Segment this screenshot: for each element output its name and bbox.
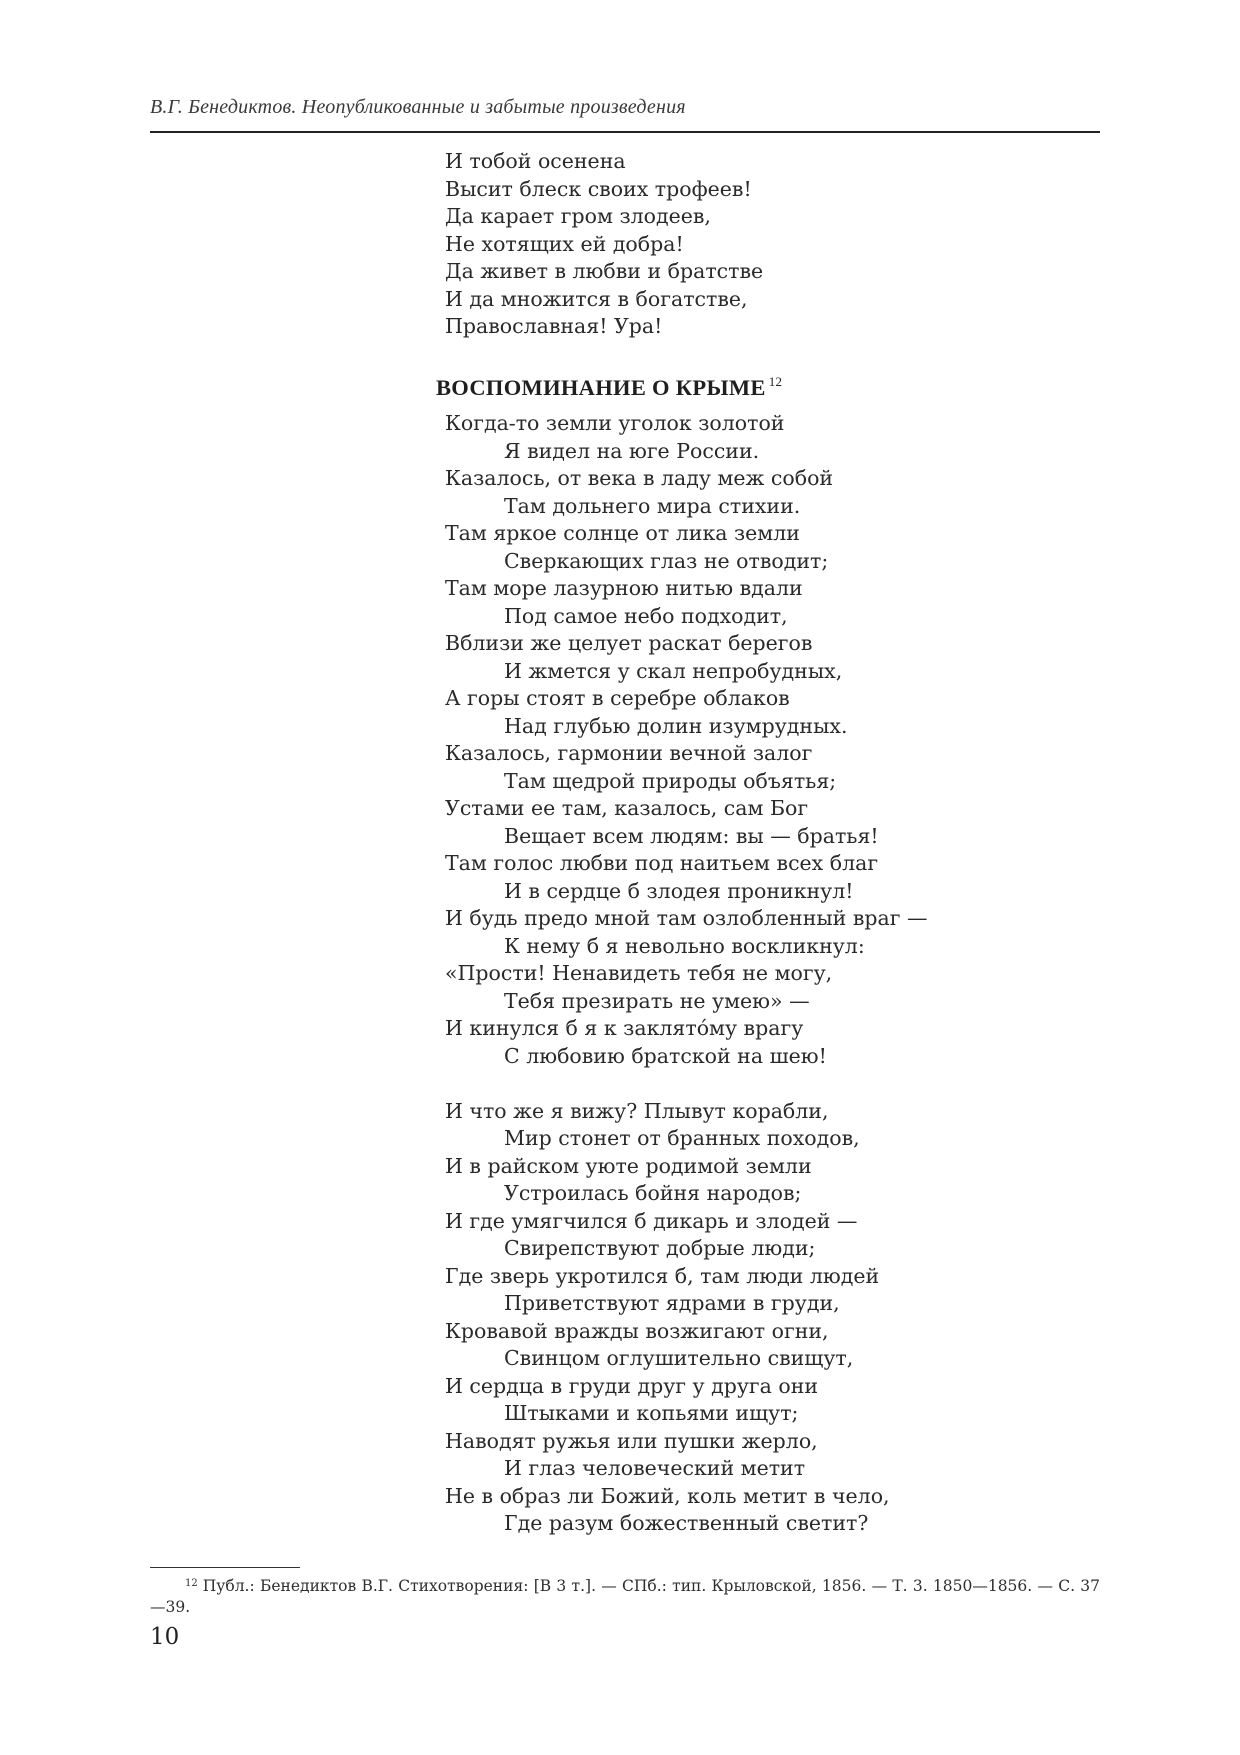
verse-line: Не хотящих ей добра!	[445, 231, 684, 256]
verse-line: Устроилась бойня народов;	[504, 1181, 802, 1205]
verse-line: И где умягчился б дикарь и злодей —	[445, 1208, 858, 1233]
verse-line: Устами ее там, казалось, сам Бог	[445, 796, 809, 820]
verse-line: И жмется у скал непробудных,	[504, 658, 843, 683]
verse-line: Над глубью долин изумрудных.	[504, 713, 848, 738]
verse-line: И что же я вижу? Плывут корабли,	[445, 1098, 829, 1123]
verse-line: А горы стоят в серебре облаков	[445, 686, 790, 710]
verse-line: Где разум божественный светит?	[504, 1511, 869, 1535]
page-number: 10	[150, 1624, 180, 1650]
verse-line: Там яркое солнце от лика земли	[445, 521, 800, 545]
verse-line: И сердца в груди друг у друга они	[445, 1373, 819, 1398]
verse-line: И будь предо мной там озлобленный враг —	[445, 906, 928, 930]
poem-title-text: ВОСПОМИНАНИЕ О КРЫМЕ	[436, 375, 766, 400]
verse-line: И в сердце б злодея проникнул!	[504, 878, 854, 903]
verse-line: Где зверь укротился б, там люди людей	[445, 1263, 880, 1288]
verse-line: «Прости! Ненавидеть тебя не могу,	[445, 961, 833, 985]
verse-line: Приветствуют ядрами в груди,	[504, 1291, 840, 1315]
verse-line: Там голос любви под наитьем всех благ	[445, 851, 879, 875]
footnote	[150, 1573, 1100, 1618]
stanza-break	[445, 1070, 1145, 1098]
verse-line: Вещает всем людям: вы — братья!	[504, 823, 879, 848]
verse-line: И да множится в богатстве,	[445, 286, 748, 311]
verse-line: Тебя презирать не умею» —	[504, 988, 810, 1013]
intro-stanza	[445, 148, 1145, 341]
verse-line: С любовию братской на шею!	[504, 1043, 827, 1068]
verse-line: Высит блеск своих трофеев!	[445, 176, 752, 201]
verse-line: К нему б я невольно воскликнул:	[504, 933, 865, 958]
verse-line: Когда-то земли уголок золотой	[445, 411, 785, 435]
footnote-reference[interactable]: 12	[768, 374, 783, 389]
verse-line: Свирепствуют добрые люди;	[504, 1236, 816, 1260]
poem-title	[436, 374, 782, 401]
verse-line: Мир стонет от бранных походов,	[504, 1126, 860, 1150]
verse-line: Сверкающих глаз не отводит;	[504, 548, 829, 573]
verse-line: Штыками и копьями ищут;	[504, 1401, 799, 1425]
verse-line: Православная! Ура!	[445, 314, 663, 338]
verse-line: Там море лазурною нитью вдали	[445, 576, 803, 600]
verse-line: Казалось, гармонии вечной залог	[445, 741, 813, 765]
verse-line: Там щедрой природы объятья;	[504, 768, 837, 793]
verse-line: Я видел на юге России.	[504, 438, 760, 463]
verse-line: Да живет в любви и братстве	[445, 259, 764, 283]
verse-line: Не в образ ли Божий, коль метит в чело,	[445, 1483, 890, 1508]
footnote-rule	[150, 1567, 300, 1568]
verse-line: Казалось, от века в ладу меж собой	[445, 466, 834, 490]
verse-line: Наводят ружья или пушки жерло,	[445, 1428, 818, 1453]
verse-line: И в райском уюте родимой земли	[445, 1153, 812, 1178]
verse-line: Под самое небо подходит,	[504, 603, 788, 628]
footnote-number: 12	[185, 1578, 198, 1589]
verse-line: Вблизи же целует раскат берегов	[445, 631, 813, 655]
verse-line: И тобой осенена	[445, 149, 626, 173]
poem-body	[445, 410, 1145, 1538]
verse-line: Кровавой вражды возжигают огни,	[445, 1318, 829, 1343]
running-head: В.Г. Бенедиктов. Неопубликованные и забытые произведения	[150, 96, 686, 118]
verse-line: Там дольнего мира стихии.	[504, 493, 801, 518]
verse-line: Да карает гром злодеев,	[445, 204, 711, 228]
header-rule	[150, 131, 1100, 133]
verse-line: И глаз человеческий метит	[504, 1456, 806, 1480]
footnote-text: Публ.: Бенедиктов В.Г. Стихотворения: [В 3 т.]. — СПб.: тип. Крыловской, 1856. — Т. 3. 1850—1856. — С. 37—39.	[150, 1577, 1100, 1616]
verse-line: Свинцом оглушительно свищут,	[504, 1346, 854, 1370]
verse-line: И кинулся б я к заклято́му врагу	[445, 1016, 804, 1040]
